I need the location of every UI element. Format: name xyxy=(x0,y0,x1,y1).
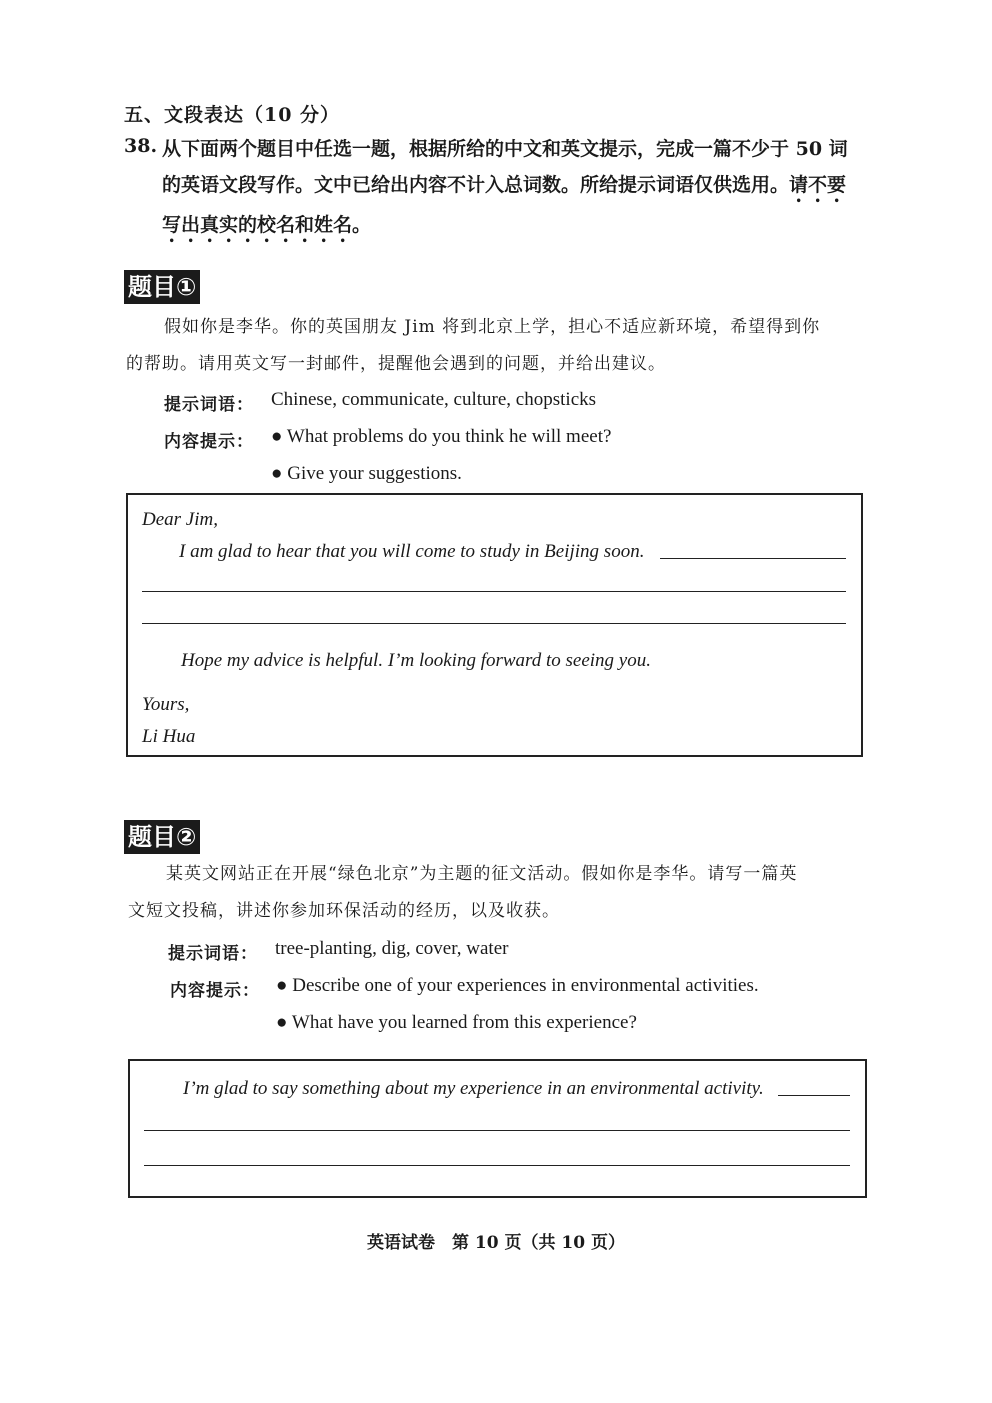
answer-line[interactable] xyxy=(144,1165,850,1166)
topic1-bullet-2: ● Give your suggestions. xyxy=(271,463,462,484)
instruction-end: 。 xyxy=(352,214,372,236)
question-instruction xyxy=(162,131,862,247)
topic2-tag: 题目② xyxy=(124,820,200,854)
topic2-bullet-2: ● What have you learned from this experience? xyxy=(276,1012,637,1033)
topic2-hint-label: 提示词语： xyxy=(168,944,258,964)
topic1-prompt-line1: 假如你是李华。你的英国朋友 Jim 将到北京上学，担心不适应新环境，希望得到你 xyxy=(164,317,821,337)
essay-opening: I’m glad to say something about my experience in an environmental activity. xyxy=(183,1078,764,1099)
topic1-bullet-1-text: What problems do you think he will meet? xyxy=(286,426,612,447)
answer-line[interactable] xyxy=(144,1130,850,1131)
topic2-content-label: 内容提示： xyxy=(170,981,260,1001)
topic1-content-label: 内容提示： xyxy=(164,432,254,452)
instruction-emphasis-b: 出真实的校名和姓名 xyxy=(181,214,353,236)
letter-name: Li Hua xyxy=(142,726,196,747)
topic2-bullet-1: ● Describe one of your experiences in environmental activities. xyxy=(276,975,759,996)
topic1-prompt-line2: 的帮助。请用英文写一封邮件，提醒他会遇到的问题，并给出建议。 xyxy=(126,354,666,374)
topic1-tag: 题目① xyxy=(124,270,200,304)
letter-greeting: Dear Jim, xyxy=(142,509,218,530)
topic2-bullet-1-text: Describe one of your experiences in environmental activities. xyxy=(292,975,759,996)
question-number: 38. xyxy=(124,135,158,157)
instruction-line2: 英语文段写作。文中已给出内容不计入总词数。所给提示词语仅供选用。 xyxy=(181,174,790,196)
topic2-bullet-2-text: What have you learned from this experience? xyxy=(291,1012,637,1033)
letter-closing: Hope my advice is helpful. I’m looking forward to seeing you. xyxy=(181,650,651,671)
letter-signoff: Yours, xyxy=(142,694,190,715)
section-title: 五、文段表达（10 分） xyxy=(124,104,341,126)
answer-line[interactable] xyxy=(142,591,846,592)
answer-blank-line[interactable] xyxy=(778,1095,850,1096)
answer-blank-line[interactable] xyxy=(660,558,846,559)
letter-opening: I am glad to hear that you will come to study in Beijing soon. xyxy=(179,541,645,562)
answer-line[interactable] xyxy=(142,623,846,624)
topic1-hint-words: Chinese, communicate, culture, chopsticks xyxy=(271,389,597,410)
instruction-emphasis-a: 请不要写 xyxy=(162,174,847,236)
topic2-prompt-line1: 某英文网站正在开展“绿色北京”为主题的征文活动。假如你是李华。请写一篇英 xyxy=(166,864,798,884)
topic1-bullet-1: ● What problems do you think he will meet? xyxy=(271,426,612,447)
topic2-prompt-line2: 文短文投稿，讲述你参加环保活动的经历，以及收获。 xyxy=(128,901,560,921)
page-footer: 英语试卷 第 10 页（共 10 页） xyxy=(367,1233,625,1253)
instruction-line1: 从下面两个题目中任选一题，根据所给的中文和英文提示，完成一篇不少于 50 词的 xyxy=(162,138,848,196)
topic1-answer-box xyxy=(126,493,863,757)
topic1-hint-label: 提示词语： xyxy=(164,395,254,415)
topic2-hint-words: tree-planting, dig, cover, water xyxy=(275,938,509,959)
topic1-bullet-2-text: Give your suggestions. xyxy=(287,463,462,484)
